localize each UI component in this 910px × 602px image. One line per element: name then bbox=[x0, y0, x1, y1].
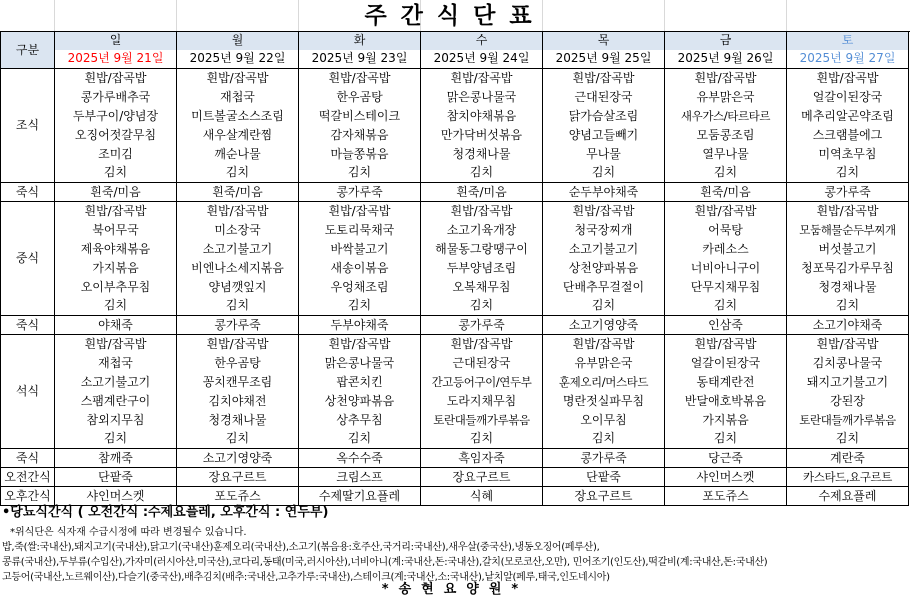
menu-row bbox=[1, 259, 909, 278]
menu-cell: 간고등어구이/연두부 bbox=[421, 373, 543, 392]
menu-cell: 콩가루배추국 bbox=[55, 88, 177, 107]
menu-cell: 순두부야채죽 bbox=[543, 183, 665, 202]
title-row bbox=[0, 0, 910, 32]
menu-cell: 명란젓실파무침 bbox=[543, 392, 665, 411]
menu-cell: 소고기영양죽 bbox=[177, 449, 299, 468]
menu-cell: 흰죽/미음 bbox=[665, 183, 787, 202]
menu-cell: 바싹불고기 bbox=[299, 240, 421, 259]
menu-cell: 인삼죽 bbox=[665, 316, 787, 335]
menu-cell: 도토리묵채국 bbox=[299, 221, 421, 240]
menu-cell: 한우곰탕 bbox=[177, 354, 299, 373]
menu-row bbox=[1, 221, 909, 240]
date-header: 2025년 9월 23일 bbox=[299, 50, 421, 69]
menu-cell: 한우곰탕 bbox=[299, 88, 421, 107]
menu-cell: 메추리알곤약조림 bbox=[787, 107, 909, 126]
date-header: 2025년 9월 24일 bbox=[421, 50, 543, 69]
menu-cell: 포도쥬스 bbox=[177, 487, 299, 506]
menu-cell: 두부야채죽 bbox=[299, 316, 421, 335]
menu-cell: 상추무침 bbox=[299, 411, 421, 430]
menu-cell: 샤인머스켓 bbox=[55, 487, 177, 506]
menu-cell: 흰밥/잡곡밥 bbox=[787, 69, 909, 88]
weekday-header: 월 bbox=[177, 32, 299, 50]
menu-row bbox=[1, 411, 909, 430]
meal-label: 석식 bbox=[1, 335, 55, 449]
menu-cell: 청경채나물 bbox=[787, 278, 909, 297]
menu-cell: 오이부추무침 bbox=[55, 278, 177, 297]
menu-cell: 김치 bbox=[543, 297, 665, 316]
menu-cell: 샤인머스켓 bbox=[665, 468, 787, 487]
menu-cell: 흰밥/잡곡밥 bbox=[665, 69, 787, 88]
menu-cell: 김치 bbox=[665, 297, 787, 316]
menu-cell: 흰밥/잡곡밥 bbox=[177, 335, 299, 354]
menu-cell: 가지볶음 bbox=[55, 259, 177, 278]
menu-cell: 상천양파볶음 bbox=[543, 259, 665, 278]
menu-cell: 야채죽 bbox=[55, 316, 177, 335]
menu-cell: 김치 bbox=[55, 297, 177, 316]
menu-cell: 김치 bbox=[787, 164, 909, 183]
menu-cell: 오징어젓갈무침 bbox=[55, 126, 177, 145]
menu-cell: 청경채나물 bbox=[177, 411, 299, 430]
date-header: 2025년 9월 27일 bbox=[787, 50, 909, 69]
menu-cell: 청경채나물 bbox=[421, 145, 543, 164]
menu-cell: 양념고들빼기 bbox=[543, 126, 665, 145]
date-header: 2025년 9월 26일 bbox=[665, 50, 787, 69]
menu-cell: 토란대들깨가루볶음 bbox=[421, 411, 543, 430]
menu-cell: 감자채볶음 bbox=[299, 126, 421, 145]
facility-footer: *송현요양원* bbox=[381, 582, 529, 597]
menu-row bbox=[1, 335, 909, 354]
weekday-header-row bbox=[1, 32, 909, 50]
menu-cell: 어묵탕 bbox=[665, 221, 787, 240]
menu-cell: 새우가스/타르타르 bbox=[665, 107, 787, 126]
menu-cell: 카스타드,요구르트 bbox=[787, 468, 909, 487]
menu-cell: 수제딸기요플레 bbox=[299, 487, 421, 506]
menu-cell: 무나물 bbox=[543, 145, 665, 164]
menu-cell: 흰밥/잡곡밥 bbox=[55, 69, 177, 88]
menu-cell: 두부양념조림 bbox=[421, 259, 543, 278]
page-title: 주간식단표 bbox=[364, 3, 546, 29]
menu-cell: 김치 bbox=[299, 297, 421, 316]
date-header: 2025년 9월 25일 bbox=[543, 50, 665, 69]
menu-cell: 흰밥/잡곡밥 bbox=[543, 335, 665, 354]
menu-cell: 장요구르트 bbox=[421, 468, 543, 487]
menu-cell: 콩가루죽 bbox=[787, 183, 909, 202]
menu-cell: 맑은콩나물국 bbox=[299, 354, 421, 373]
menu-cell: 참외지무침 bbox=[55, 411, 177, 430]
menu-row bbox=[1, 373, 909, 392]
menu-row bbox=[1, 107, 909, 126]
meal-label: 중식 bbox=[1, 202, 55, 316]
weekday-header: 화 bbox=[299, 32, 421, 50]
menu-cell: 김치 bbox=[299, 164, 421, 183]
menu-cell: 깨순나물 bbox=[177, 145, 299, 164]
menu-cell: 닭가슴살조림 bbox=[543, 107, 665, 126]
menu-row bbox=[1, 126, 909, 145]
menu-cell: 맑은콩나물국 bbox=[421, 88, 543, 107]
menu-cell: 상천양파볶음 bbox=[299, 392, 421, 411]
menu-cell: 김치 bbox=[299, 430, 421, 449]
menu-cell: 미소장국 bbox=[177, 221, 299, 240]
menu-cell: 근대된장국 bbox=[543, 88, 665, 107]
menu-cell: 김치 bbox=[787, 430, 909, 449]
menu-cell: 얼갈이된장국 bbox=[665, 354, 787, 373]
menu-cell: 흰밥/잡곡밥 bbox=[177, 69, 299, 88]
menu-cell: 미트볼굴소스조림 bbox=[177, 107, 299, 126]
menu-cell: 크림스프 bbox=[299, 468, 421, 487]
menu-cell: 강된장 bbox=[787, 392, 909, 411]
menu-row bbox=[1, 164, 909, 183]
menu-cell: 얼갈이된장국 bbox=[787, 88, 909, 107]
menu-cell: 스팸계란구이 bbox=[55, 392, 177, 411]
menu-cell: 장요구르트 bbox=[543, 487, 665, 506]
menu-cell: 토란대들깨가루볶음 bbox=[787, 411, 909, 430]
menu-row bbox=[1, 354, 909, 373]
menu-cell: 소고기불고기 bbox=[55, 373, 177, 392]
date-header: 2025년 9월 21일 bbox=[55, 50, 177, 69]
menu-cell: 청포묵김가루무침 bbox=[787, 259, 909, 278]
date-header-row bbox=[1, 50, 909, 69]
menu-cell: 흰밥/잡곡밥 bbox=[421, 202, 543, 221]
change-notice: *위식단은 식자재 수급시정에 따라 변경될수 있습니다. bbox=[10, 527, 247, 538]
menu-cell: 청국장찌개 bbox=[543, 221, 665, 240]
menu-cell: 동태계란전 bbox=[665, 373, 787, 392]
menu-cell: 꽁치캔무조림 bbox=[177, 373, 299, 392]
menu-cell: 도라지채무침 bbox=[421, 392, 543, 411]
menu-cell: 새우살계란찜 bbox=[177, 126, 299, 145]
menu-cell: 소고기불고기 bbox=[543, 240, 665, 259]
menu-cell: 김치 bbox=[421, 297, 543, 316]
menu-cell: 오복채무침 bbox=[421, 278, 543, 297]
menu-cell: 조미김 bbox=[55, 145, 177, 164]
menu-cell: 만가닥버섯볶음 bbox=[421, 126, 543, 145]
origin-line-2: 콩류(국내산),두부류(수입산),가자미(러시아산,미국산),코다리,동태(미국,러시아산),너비아니(계:국내산,돈:국내산),갈치(모로코산,오만), 민어조기(인도산),떡갈비(계:국내산,돈:국내산) bbox=[2, 557, 768, 568]
menu-cell: 소고기영양죽 bbox=[543, 316, 665, 335]
menu-cell: 오이무침 bbox=[543, 411, 665, 430]
menu-cell: 김치 bbox=[543, 430, 665, 449]
weekly-menu-table bbox=[0, 31, 909, 506]
menu-row bbox=[1, 449, 909, 468]
menu-cell: 콩가루죽 bbox=[299, 183, 421, 202]
menu-cell: 장요구르트 bbox=[177, 468, 299, 487]
menu-cell: 김치 bbox=[543, 164, 665, 183]
menu-cell: 제육야채볶음 bbox=[55, 240, 177, 259]
menu-cell: 마늘쫑볶음 bbox=[299, 145, 421, 164]
menu-cell: 김치 bbox=[665, 430, 787, 449]
menu-cell: 참치야채볶음 bbox=[421, 107, 543, 126]
menu-cell: 흰밥/잡곡밥 bbox=[299, 202, 421, 221]
menu-row bbox=[1, 240, 909, 259]
menu-cell: 흰밥/잡곡밥 bbox=[665, 202, 787, 221]
menu-cell: 재첩국 bbox=[55, 354, 177, 373]
meal-label: 오전간식 bbox=[1, 468, 55, 487]
menu-cell: 반달애호박볶음 bbox=[665, 392, 787, 411]
menu-cell: 훈제오리/머스타드 bbox=[543, 373, 665, 392]
weekday-header: 금 bbox=[665, 32, 787, 50]
menu-cell: 소고기야채죽 bbox=[787, 316, 909, 335]
menu-cell: 김치 bbox=[177, 297, 299, 316]
menu-row bbox=[1, 430, 909, 449]
menu-cell: 흰밥/잡곡밥 bbox=[421, 69, 543, 88]
menu-row bbox=[1, 145, 909, 164]
weekday-header: 수 bbox=[421, 32, 543, 50]
menu-cell: 김치 bbox=[177, 430, 299, 449]
menu-cell: 김치 bbox=[787, 297, 909, 316]
menu-cell: 계란죽 bbox=[787, 449, 909, 468]
meal-label: 죽식 bbox=[1, 449, 55, 468]
menu-cell: 흰밥/잡곡밥 bbox=[421, 335, 543, 354]
menu-cell: 유부맑은국 bbox=[543, 354, 665, 373]
menu-cell: 버섯불고기 bbox=[787, 240, 909, 259]
menu-row bbox=[1, 183, 909, 202]
menu-cell: 두부구이/양념장 bbox=[55, 107, 177, 126]
diabetic-snack-note: •당뇨식간식 ( 오전간식 :수제요플레, 오후간식 : 연두부) bbox=[2, 505, 329, 520]
menu-cell: 단팥죽 bbox=[543, 468, 665, 487]
menu-cell: 김치 bbox=[665, 164, 787, 183]
meal-label: 죽식 bbox=[1, 183, 55, 202]
menu-cell: 김치콩나물국 bbox=[787, 354, 909, 373]
weekday-header: 목 bbox=[543, 32, 665, 50]
meal-label: 조식 bbox=[1, 69, 55, 183]
weekday-header: 토 bbox=[787, 32, 909, 50]
menu-cell: 흰죽/미음 bbox=[55, 183, 177, 202]
menu-cell: 스크램블에그 bbox=[787, 126, 909, 145]
menu-cell: 흰밥/잡곡밥 bbox=[55, 335, 177, 354]
menu-cell: 콩가루죽 bbox=[177, 316, 299, 335]
menu-cell: 김치야채전 bbox=[177, 392, 299, 411]
meal-label: 오후간식 bbox=[1, 487, 55, 506]
menu-cell: 흰밥/잡곡밥 bbox=[787, 202, 909, 221]
menu-cell: 소고기불고기 bbox=[177, 240, 299, 259]
menu-cell: 열무나물 bbox=[665, 145, 787, 164]
menu-cell: 팝콘치킨 bbox=[299, 373, 421, 392]
menu-cell: 가지볶음 bbox=[665, 411, 787, 430]
meal-label: 죽식 bbox=[1, 316, 55, 335]
menu-cell: 흰죽/미음 bbox=[421, 183, 543, 202]
menu-cell: 콩가루죽 bbox=[543, 449, 665, 468]
menu-cell: 김치 bbox=[421, 164, 543, 183]
menu-cell: 포도쥬스 bbox=[665, 487, 787, 506]
menu-cell: 새송이볶음 bbox=[299, 259, 421, 278]
menu-cell: 단팥죽 bbox=[55, 468, 177, 487]
menu-cell: 흰밥/잡곡밥 bbox=[299, 69, 421, 88]
menu-cell: 돼지고기불고기 bbox=[787, 373, 909, 392]
menu-cell: 떡갈비스테이크 bbox=[299, 107, 421, 126]
menu-row bbox=[1, 316, 909, 335]
menu-cell: 유부맑은국 bbox=[665, 88, 787, 107]
menu-cell: 비엔나소세지볶음 bbox=[177, 259, 299, 278]
menu-cell: 당근죽 bbox=[665, 449, 787, 468]
weekday-header: 일 bbox=[55, 32, 177, 50]
menu-cell: 흰밥/잡곡밥 bbox=[787, 335, 909, 354]
gubun-header: 구분 bbox=[1, 32, 55, 69]
menu-cell: 김치 bbox=[55, 430, 177, 449]
menu-cell: 김치 bbox=[421, 430, 543, 449]
menu-cell: 흑임자죽 bbox=[421, 449, 543, 468]
origin-line-3: 고등어(국내산,노르웨이산),다슬기(중국산),배추김치(배추:국내산,고추가루:국내산),스테이크(계:국내산,소:국내산),낱치알(페루,태국,인도네시아) bbox=[2, 572, 610, 583]
menu-cell: 흰죽/미음 bbox=[177, 183, 299, 202]
menu-cell: 우엉채조림 bbox=[299, 278, 421, 297]
menu-cell: 흰밥/잡곡밥 bbox=[55, 202, 177, 221]
menu-cell: 식혜 bbox=[421, 487, 543, 506]
menu-cell: 흰밥/잡곡밥 bbox=[543, 69, 665, 88]
menu-cell: 재첩국 bbox=[177, 88, 299, 107]
menu-cell: 옥수수죽 bbox=[299, 449, 421, 468]
menu-cell: 모둠콩조림 bbox=[665, 126, 787, 145]
menu-cell: 단무지채무침 bbox=[665, 278, 787, 297]
menu-cell: 콩가루죽 bbox=[421, 316, 543, 335]
menu-row bbox=[1, 392, 909, 411]
menu-cell: 해물동그랑땡구이 bbox=[421, 240, 543, 259]
menu-row bbox=[1, 69, 909, 88]
menu-cell: 김치 bbox=[55, 164, 177, 183]
menu-cell: 북어무국 bbox=[55, 221, 177, 240]
menu-row bbox=[1, 88, 909, 107]
menu-row bbox=[1, 468, 909, 487]
menu-cell: 참깨죽 bbox=[55, 449, 177, 468]
menu-cell: 근대된장국 bbox=[421, 354, 543, 373]
menu-cell: 흰밥/잡곡밥 bbox=[543, 202, 665, 221]
menu-cell: 너비아니구이 bbox=[665, 259, 787, 278]
menu-cell: 카레소스 bbox=[665, 240, 787, 259]
menu-cell: 소고기육개장 bbox=[421, 221, 543, 240]
date-header: 2025년 9월 22일 bbox=[177, 50, 299, 69]
menu-row bbox=[1, 278, 909, 297]
menu-cell: 흰밥/잡곡밥 bbox=[665, 335, 787, 354]
menu-cell: 미역초무침 bbox=[787, 145, 909, 164]
menu-row bbox=[1, 202, 909, 221]
menu-cell: 양념깻잎지 bbox=[177, 278, 299, 297]
menu-row bbox=[1, 297, 909, 316]
menu-cell: 수제요플레 bbox=[787, 487, 909, 506]
origin-line-1: 밥,죽(쌀:국내산),돼지고기(국내산),닭고기(국내산)훈제오리(국내산),소고기(볶음용:호주산,국거리:국내산),새우살(중국산),냉동오징어(페루산), bbox=[2, 542, 600, 553]
menu-cell: 김치 bbox=[177, 164, 299, 183]
menu-cell: 단배추무걸절이 bbox=[543, 278, 665, 297]
menu-cell: 흰밥/잡곡밥 bbox=[299, 335, 421, 354]
menu-cell: 흰밥/잡곡밥 bbox=[177, 202, 299, 221]
menu-cell: 모둠해물순두부찌개 bbox=[787, 221, 909, 240]
